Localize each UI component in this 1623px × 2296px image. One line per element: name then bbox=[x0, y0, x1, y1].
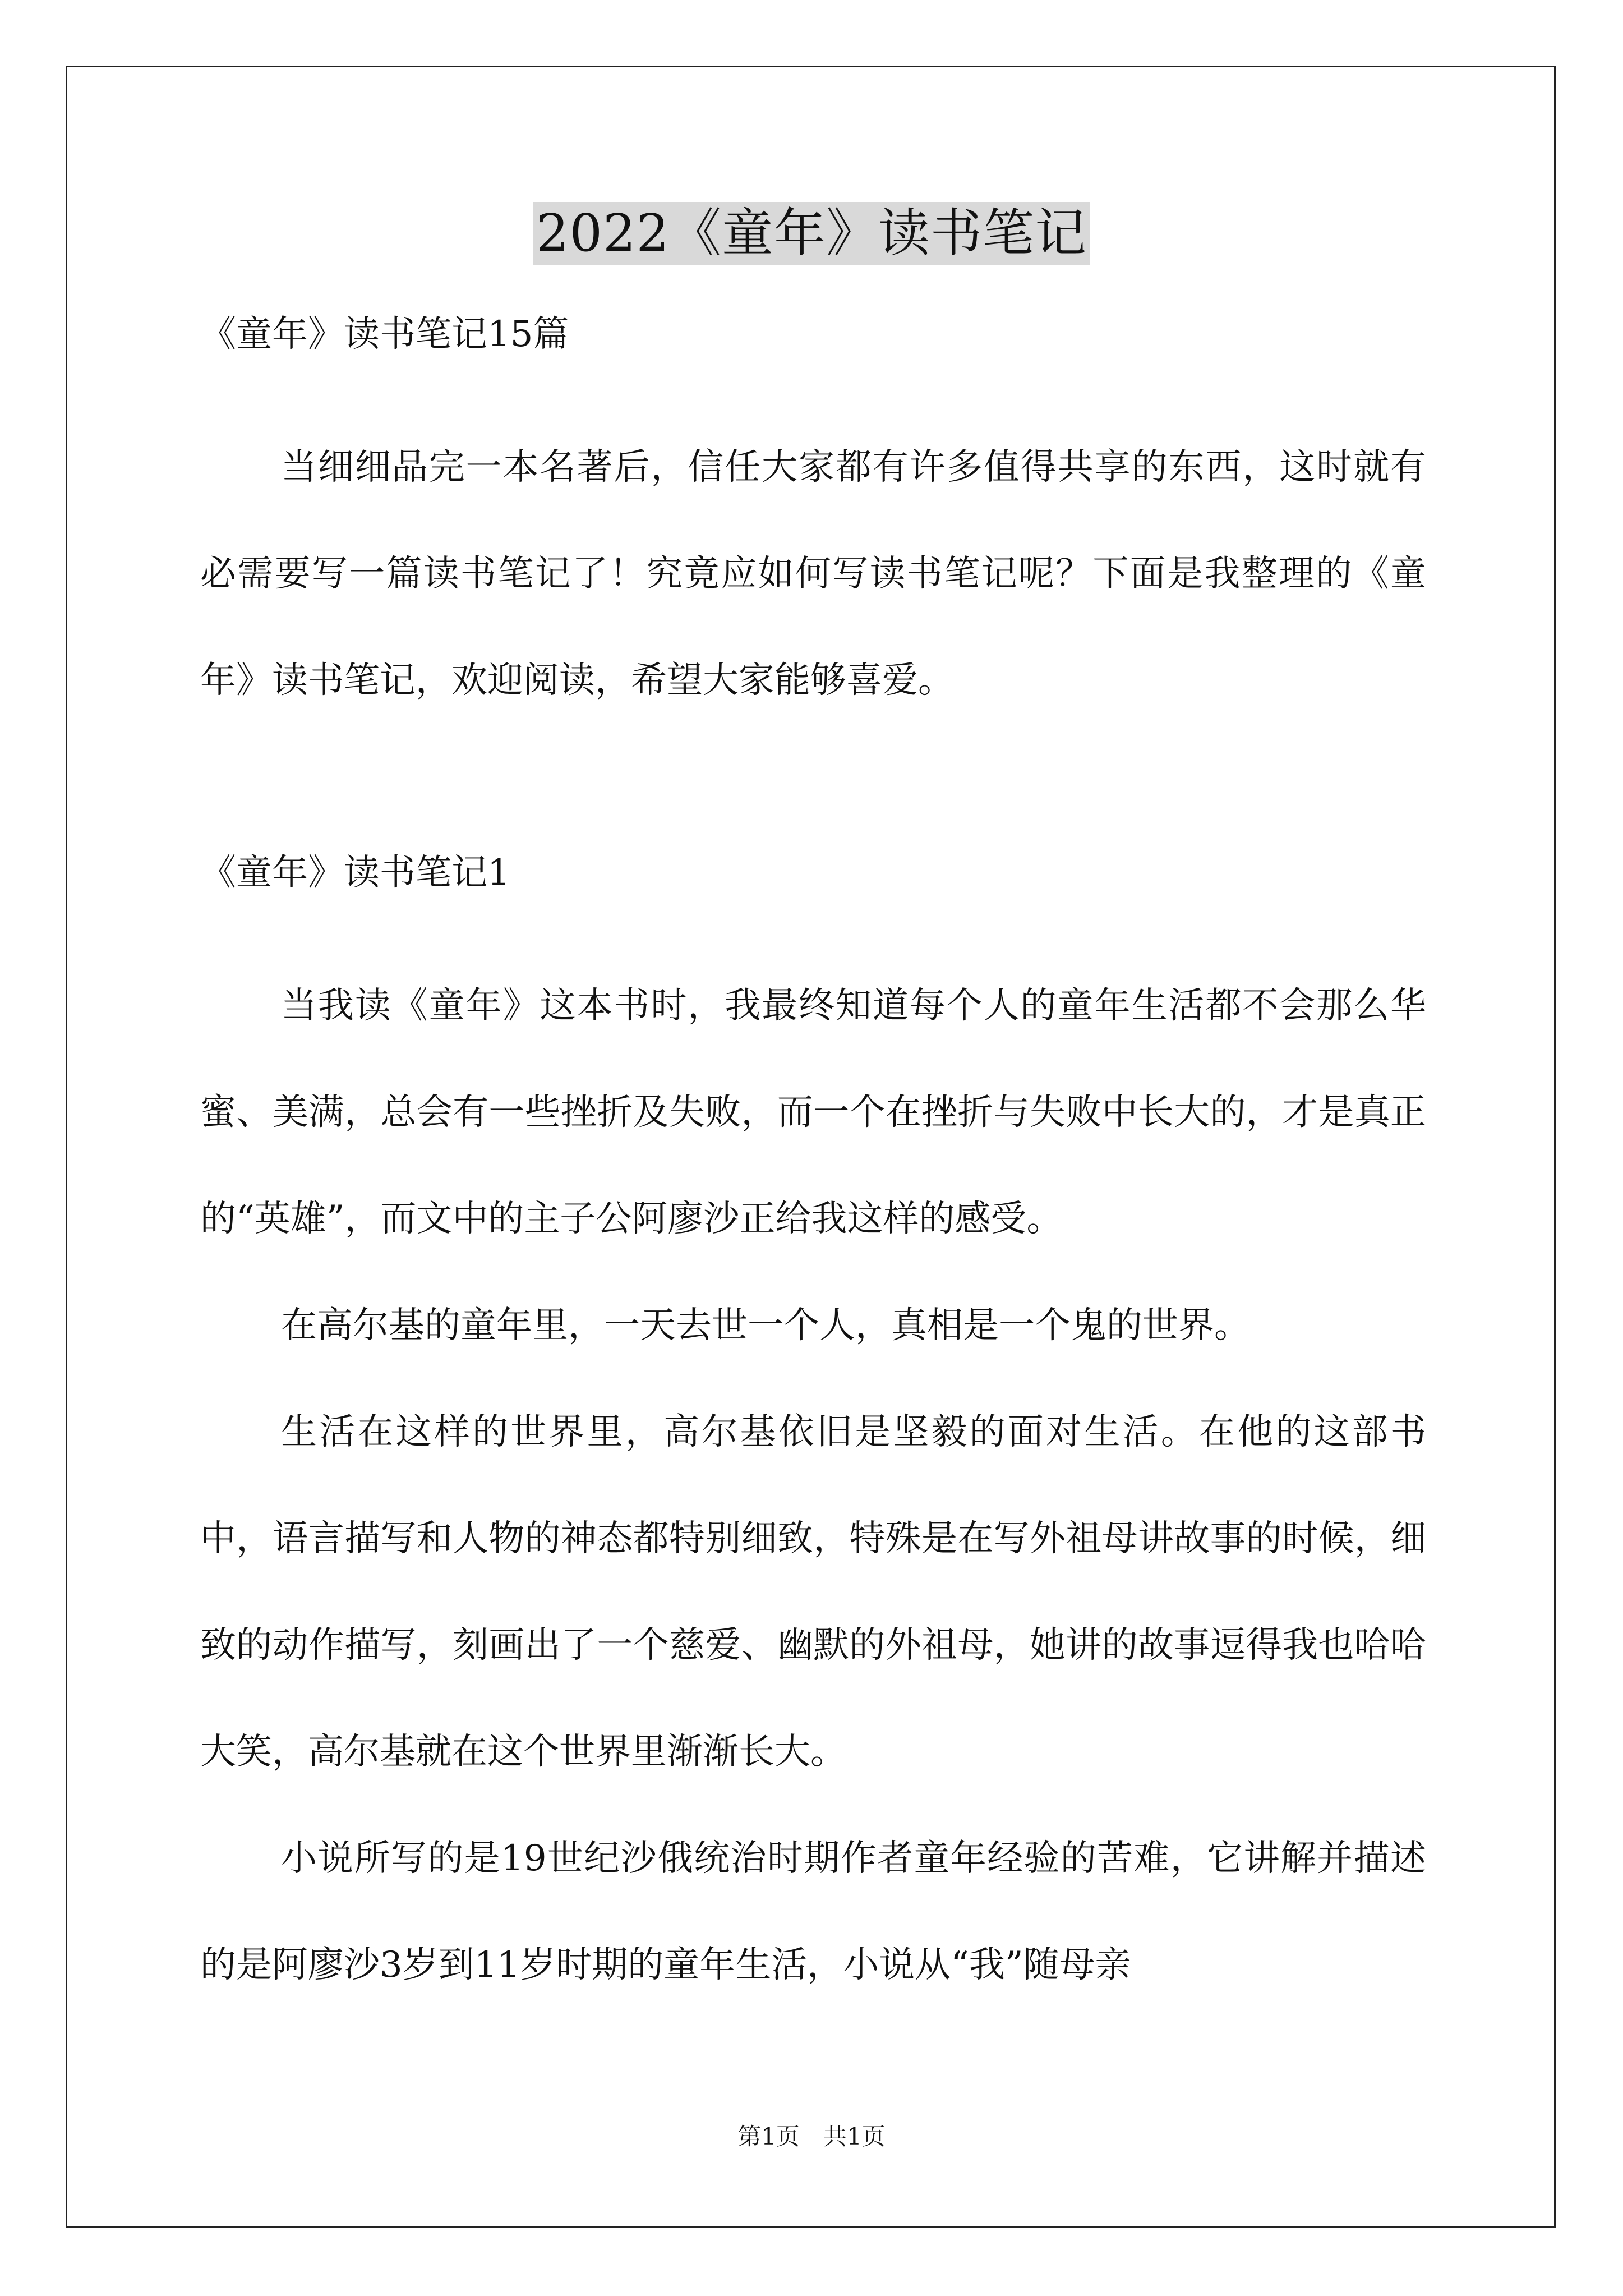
document-title: 2022《童年》读书笔记 bbox=[533, 202, 1090, 265]
page-footer: 第1页 共1页 bbox=[737, 2123, 886, 2150]
body-paragraph-2: 在高尔基的童年里，一天去世一个人，真相是一个鬼的世界。 bbox=[281, 1305, 1250, 1346]
body-paragraph-3: 生活在这样的世界里，高尔基依旧是坚毅的面对生活。在他的这部书中，语言描写和人物的神态都特别细致，特殊是在写外祖母讲故事的时候，细致的动作描写，刻画出了一个慈爱、幽默的外祖母，她讲的故事逗得我也哈哈大笑，高尔基就在这个世界里渐渐长大。 bbox=[200, 1411, 1426, 1773]
intro-paragraph: 当细细品完一本名著后，信任大家都有许多值得共享的东西，这时就有必需要写一篇读书笔记了！究竟应如何写读书笔记呢？下面是我整理的《童年》读书笔记，欢迎阅读，希望大家能够喜爱。 bbox=[200, 447, 1426, 701]
body-paragraph-1: 当我读《童年》这本书时，我最终知道每个人的童年生活都不会那么华蜜、美满，总会有一些挫折及失败，而一个在挫折与失败中长大的，才是真正的“英雄”，而文中的主子公阿廖沙正给我这样的感受。 bbox=[200, 985, 1426, 1240]
document-title-block bbox=[0, 202, 1623, 265]
collection-heading: 《童年》读书笔记15篇 bbox=[200, 314, 569, 355]
document-body bbox=[200, 307, 1426, 2018]
section-heading: 《童年》读书笔记1 bbox=[200, 852, 510, 894]
body-paragraph-4: 小说所写的是19世纪沙俄统治时期作者童年经验的苦难，它讲解并描述的是阿廖沙3岁到11岁时期的童年生活，小说从“我”随母亲 bbox=[200, 1838, 1426, 1986]
